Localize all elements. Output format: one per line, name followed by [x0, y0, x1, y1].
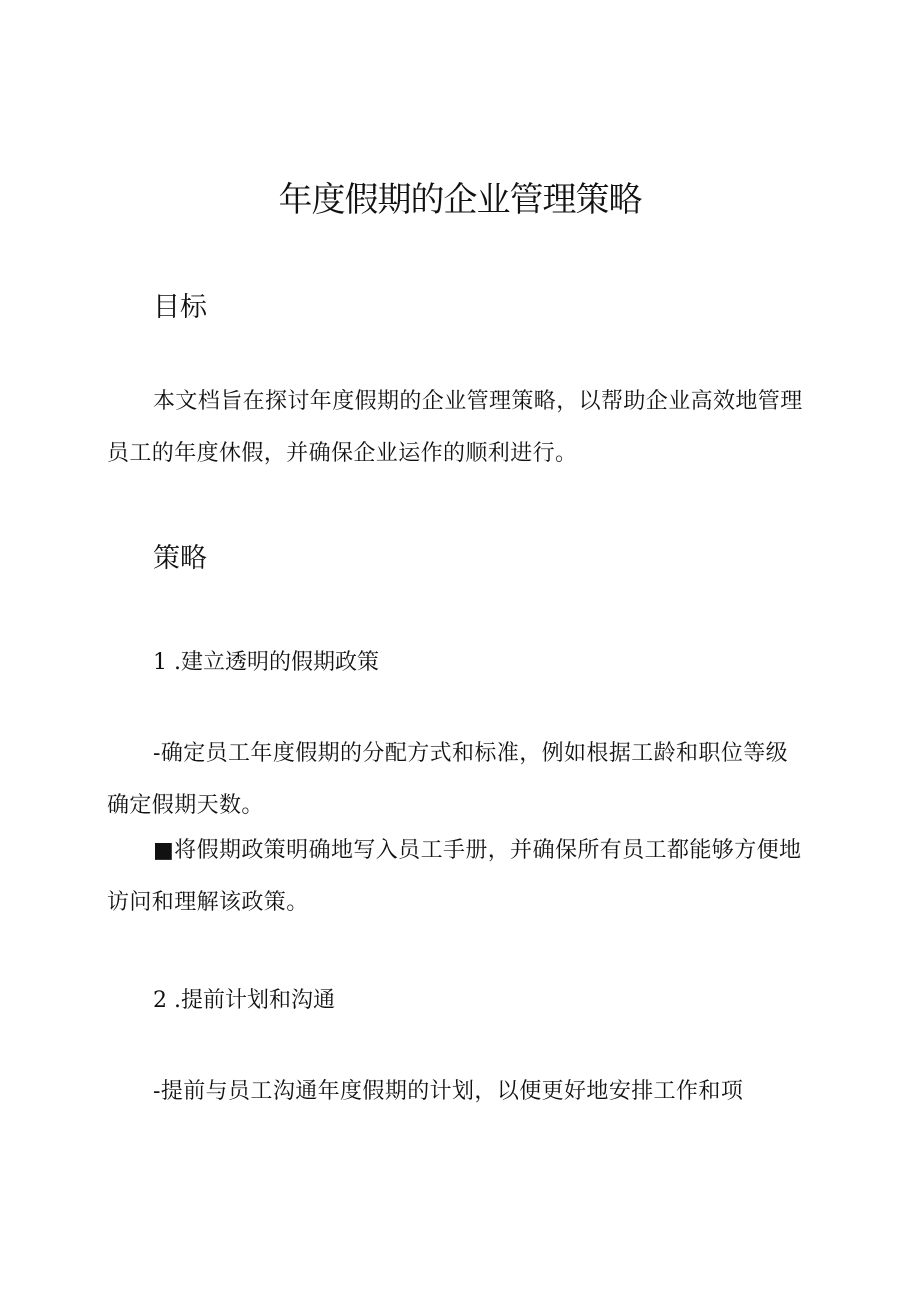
section-heading-goal: 目标: [153, 292, 207, 323]
strategy-item-1-point-2: ■将假期政策明确地写入员工手册，并确保所有员工都能够方便地访问和理解该政策。: [107, 838, 802, 915]
strategy-item-1-point-1: -确定员工年度假期的分配方式和标准，例如根据工龄和职位等级确定假期天数。: [107, 741, 789, 818]
strategy-item-2-point-1: -提前与员工沟通年度假期的计划，以便更好地安排工作和项: [153, 1079, 744, 1104]
strategy-item-1-title: 1 .建立透明的假期政策: [153, 650, 379, 675]
section-heading-strategy: 策略: [153, 543, 207, 574]
strategy-item-2-title: 2 .提前计划和沟通: [153, 988, 335, 1013]
goal-paragraph: 本文档旨在探讨年度假期的企业管理策略，以帮助企业高效地管理员工的年度休假，并确保企业运作的顺利进行。: [107, 389, 803, 466]
document-title: 年度假期的企业管理策略: [278, 180, 642, 220]
